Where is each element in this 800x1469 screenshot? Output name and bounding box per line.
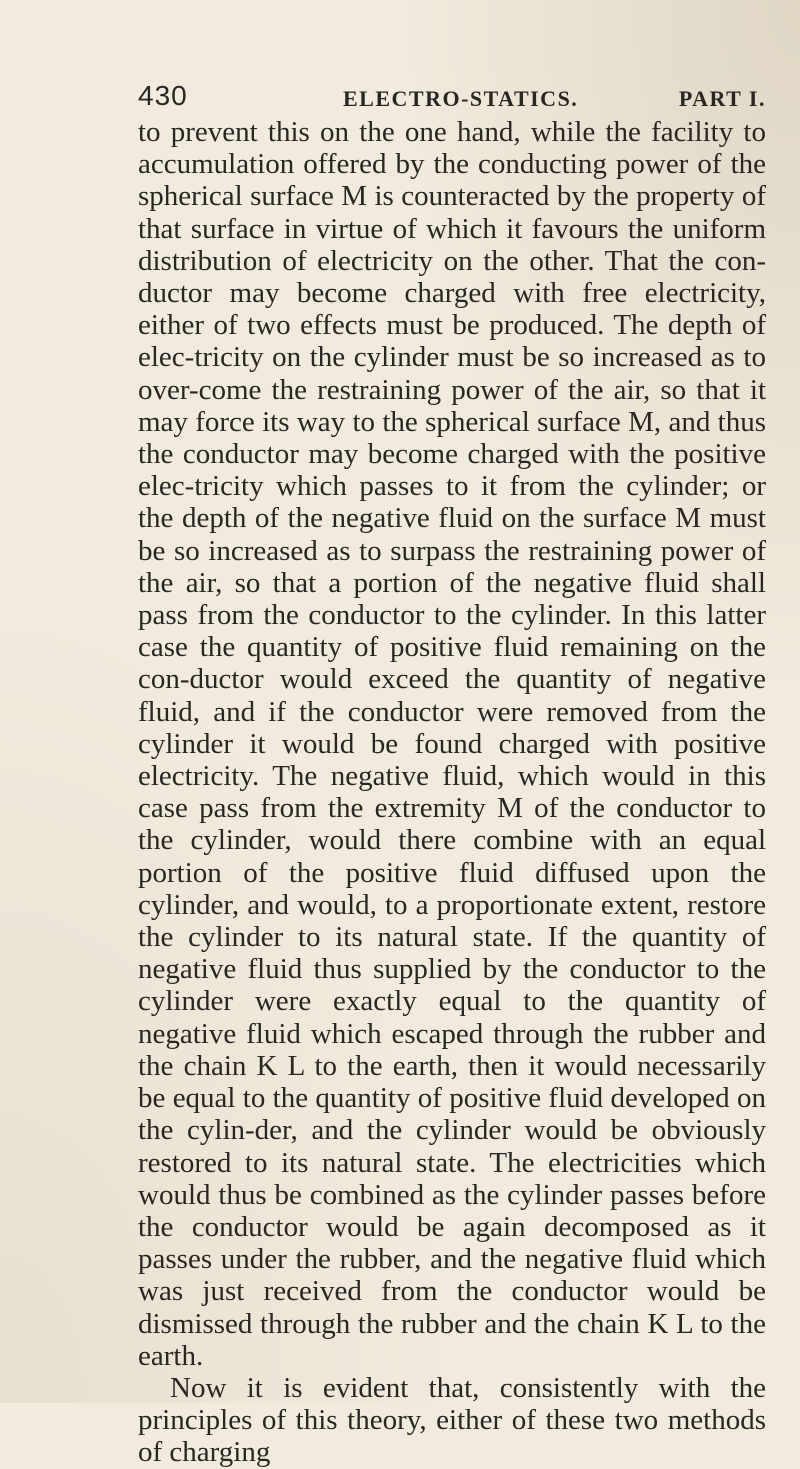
part-label: PART I.	[678, 86, 766, 111]
page-header	[138, 80, 766, 114]
page-number: 430	[138, 80, 188, 111]
paragraph-new: Now it is evident that, consistently with the principles of this theory, either of these two methods of charging	[138, 1371, 766, 1469]
paragraph-continued: to prevent this on the one hand, while the facility to accumulation offered by the conducting power of the spherical surface M is counteracted by the property of that surface in virtue of which it favours the uniform distribution of electricity on the other. That the con-ductor may become charged with free electricity, either of two effects must be produced. The depth of elec-tricity on the cylinder must be so increased as to over-come the restraining power of the air, so that it may force its way to the spherical surface M, and thus the conductor may become charged with the positive elec-tricity which passes to it from the cylinder; or the depth of the negative fluid on the surface M must be so increased as to surpass the restraining power of the air, so that a portion of the negative fluid shall pass from the conductor to the cylinder. In this latter case the quantity of positive fluid remaining on the con-ductor would exceed the quantity of negative fluid, and if the conductor were removed from the cylinder it would be found charged with positive electricity. The negative fluid, which would in this case pass from the extremity M of the conductor to the cylinder, would there combine with an equal portion of the positive fluid diffused upon the cylinder, and would, to a proportionate extent, restore the cylinder to its natural state. If the quantity of negative fluid thus supplied by the conductor to the cylinder were exactly equal to the quantity of negative fluid which escaped through the rubber and the chain K L to the earth, then it would necessarily be equal to the quantity of positive fluid developed on the cylin-der, and the cylinder would be obviously restored to its natural state. The electricities which would thus be combined as the cylinder passes before the conductor would be again decomposed as it passes under the rubber, and the negative fluid which was just received from the conductor would be dismissed through the rubber and the chain K L to the earth.	[138, 116, 766, 1372]
body-text	[138, 116, 766, 1469]
running-head: ELECTRO-STATICS.	[343, 86, 579, 111]
